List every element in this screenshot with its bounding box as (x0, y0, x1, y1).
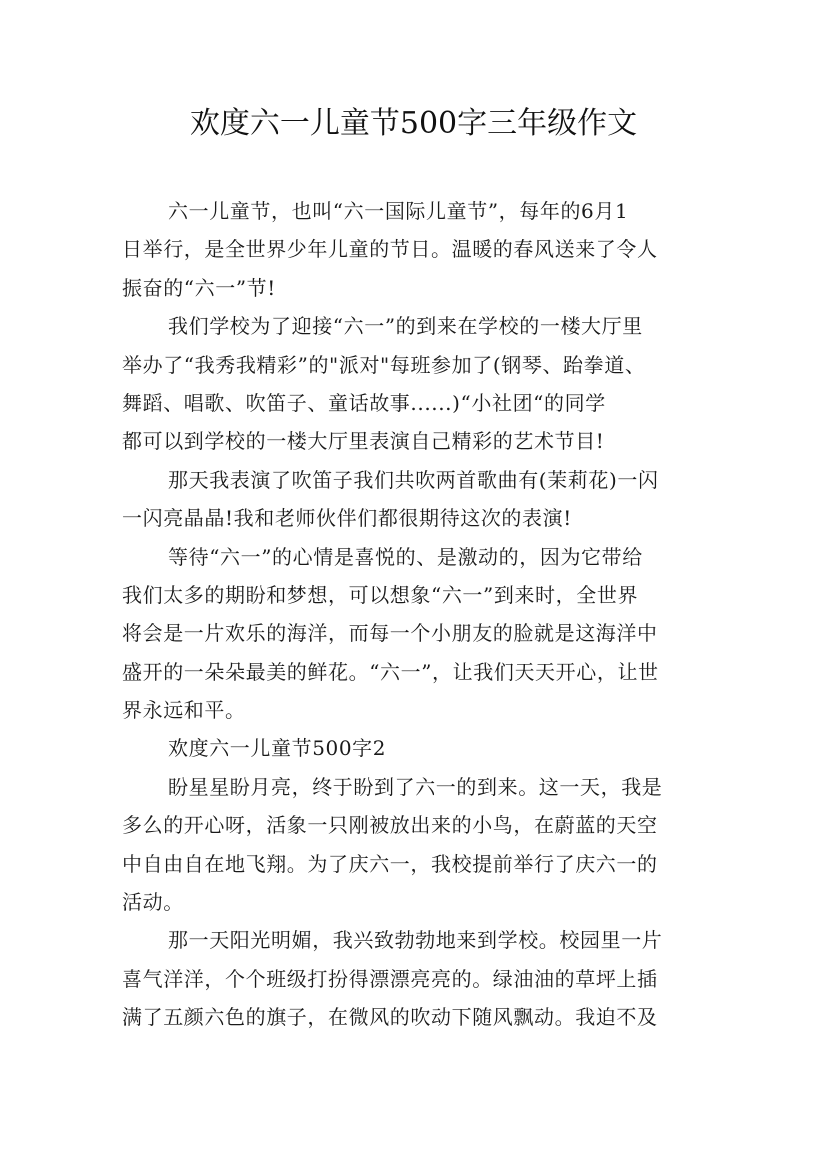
text-line: 界永远和平。 (122, 698, 246, 723)
document-title: 欢度六一儿童节500字三年级作文 (189, 106, 638, 141)
text-line: 振奋的“六一”节! (122, 275, 276, 300)
text-line: 欢度六一儿童节500字2 (168, 736, 387, 761)
text-line: 等待“六一”的心情是喜悦的、是激动的，因为它带给 (168, 544, 643, 569)
text-line: 六一儿童节，也叫“六一国际儿童节”，每年的6月1 (168, 199, 629, 223)
text-line: 我们太多的期盼和梦想，可以想象“六一”到来时，全世界 (122, 582, 639, 607)
text-line: 盛开的一朵朵最美的鲜花。“六一”，让我们天天开心，让世 (122, 659, 659, 684)
text-line: 盼星星盼月亮，终于盼到了六一的到来。这一天，我是 (168, 774, 663, 799)
text-line: 都可以到学校的一楼大厅里表演自己精彩的艺术节目! (122, 429, 605, 454)
text-line: 喜气洋洋，个个班级打扮得漂漂亮亮的。绿油油的草坪上插 (122, 966, 658, 991)
text-line: 将会是一片欢乐的海洋，而每一个小朋友的脸就是这海洋中 (122, 621, 658, 646)
text-line: 活动。 (122, 890, 184, 915)
text-line: 舞蹈、唱歌、吹笛子、童话故事......)“小社团“的同学 (122, 390, 606, 415)
text-line: 我们学校为了迎接“六一”的到来在学校的一楼大厅里 (168, 314, 643, 339)
text-line: 举办了“我秀我精彩”的"派对"每班参加了(钢琴、跆拳道、 (122, 352, 646, 377)
text-line: 多么的开心呀，活象一只刚被放出来的小鸟，在蔚蓝的天空 (122, 813, 658, 838)
text-line: 那天我表演了吹笛子我们共吹两首歌曲有(茉莉花)一闪 (168, 467, 659, 492)
text-line: 日举行，是全世界少年儿童的节日。温暖的春风送来了令人 (122, 237, 658, 262)
document-body (122, 192, 714, 1037)
text-line: 那一天阳光明媚，我兴致勃勃地来到学校。校园里一片 (168, 928, 663, 953)
text-line: 满了五颜六色的旗子，在微风的吹动下随风飘动。我迫不及 (122, 1005, 658, 1030)
text-line: 一闪亮晶晶!我和老师伙伴们都很期待这次的表演! (122, 506, 572, 531)
text-line: 中自由自在地飞翔。为了庆六一，我校提前举行了庆六一的 (122, 851, 658, 876)
